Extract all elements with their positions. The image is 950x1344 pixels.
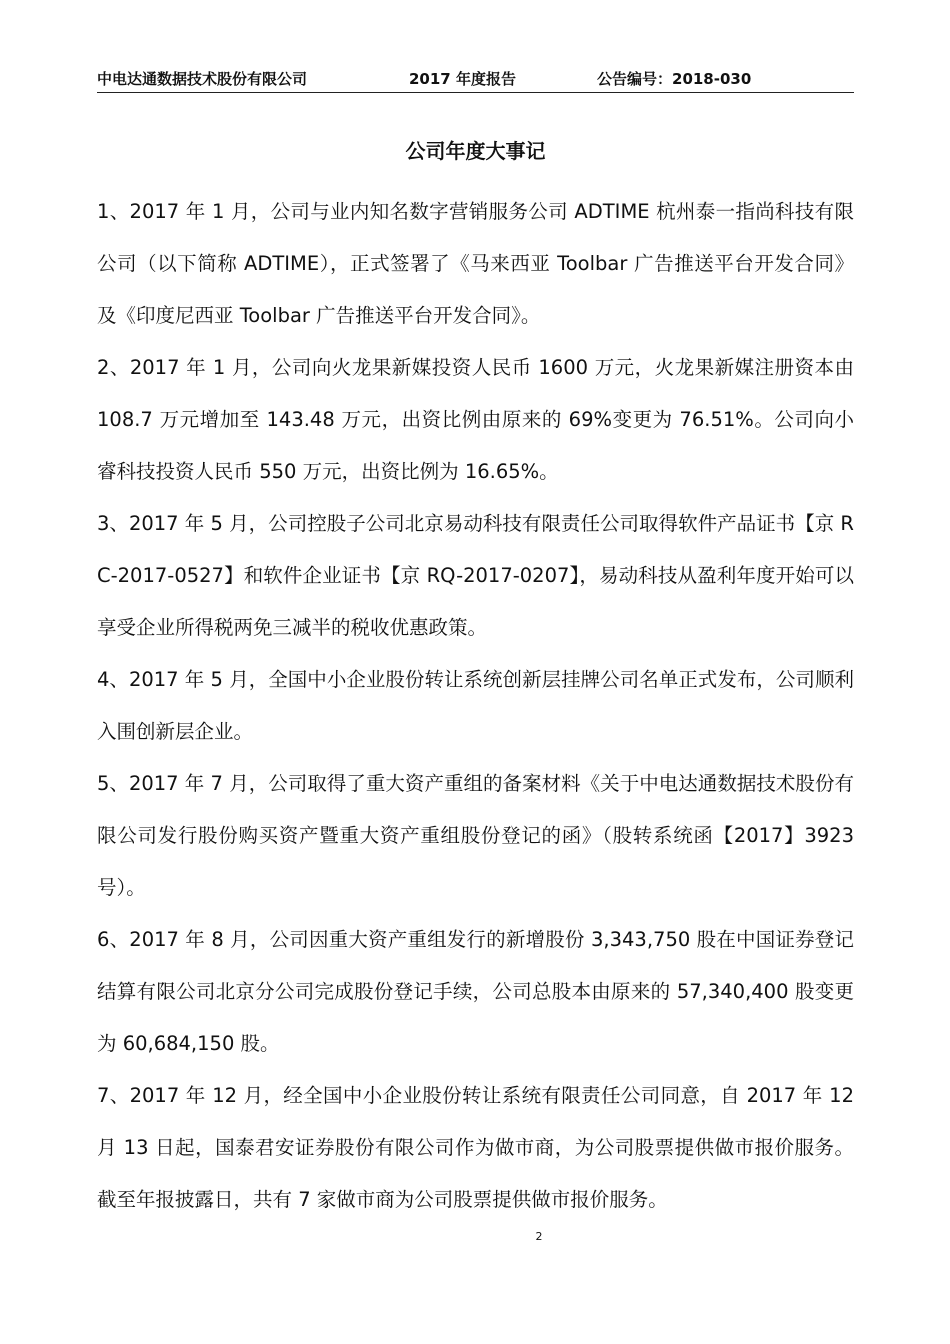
event-item: 6、2017 年 8 月，公司因重大资产重组发行的新增股份 3,343,750 股在中国证券登记结算有限公司北京分公司完成股份登记手续，公司总股本由原来的 57,340,400 股变更为 60,684,150 股。 (97, 928, 854, 1055)
event-item: 5、2017 年 7 月，公司取得了重大资产重组的备案材料《关于中电达通数据技术股份有限公司发行股份购买资产暨重大资产重组股份登记的函》（股转系统函【2017】3923 号）。 (97, 772, 854, 899)
page-number: 2 (535, 1230, 543, 1243)
event-item: 3、2017 年 5 月，公司控股子公司北京易动科技有限责任公司取得软件产品证书【京 RC-2017-0527】和软件企业证书【京 RQ-2017-0207】，易动科技从盈利年度开始可以享受企业所得税两免三减半的税收优惠政策。 (97, 512, 854, 639)
event-item: 1、2017 年 1 月，公司与业内知名数字营销服务公司 ADTIME 杭州泰一指尚科技有限公司（以下简称 ADTIME），正式签署了《马来西亚 Toolbar 广告推送平台开发合同》及《印度尼西亚 Toolbar 广告推送平台开发合同》。 (97, 200, 854, 327)
event-item: 2、2017 年 1 月，公司向火龙果新媒投资人民币 1600 万元，火龙果新媒注册资本由 108.7 万元增加至 143.48 万元，出资比例由原来的 69%变更为 76.51%。公司向小睿科技投资人民币 550 万元，出资比例为 16.65%。 (97, 356, 854, 483)
events-list (97, 186, 854, 1226)
header-notice-number: 公告编号：2018-030 (597, 70, 752, 88)
page-title: 公司年度大事记 (405, 139, 546, 163)
event-item: 7、2017 年 12 月，经全国中小企业股份转让系统有限责任公司同意，自 2017 年 12 月 13 日起，国泰君安证券股份有限公司作为做市商，为公司股票提供做市报价服务。截至年报披露日，共有 7 家做市商为公司股票提供做市报价服务。 (97, 1084, 854, 1211)
event-item: 4、2017 年 5 月，全国中小企业股份转让系统创新层挂牌公司名单正式发布，公司顺利入围创新层企业。 (97, 668, 854, 743)
header-report-name: 2017 年度报告 (409, 70, 516, 88)
header-company-name: 中电达通数据技术股份有限公司 (97, 70, 308, 88)
page-header (97, 66, 854, 93)
